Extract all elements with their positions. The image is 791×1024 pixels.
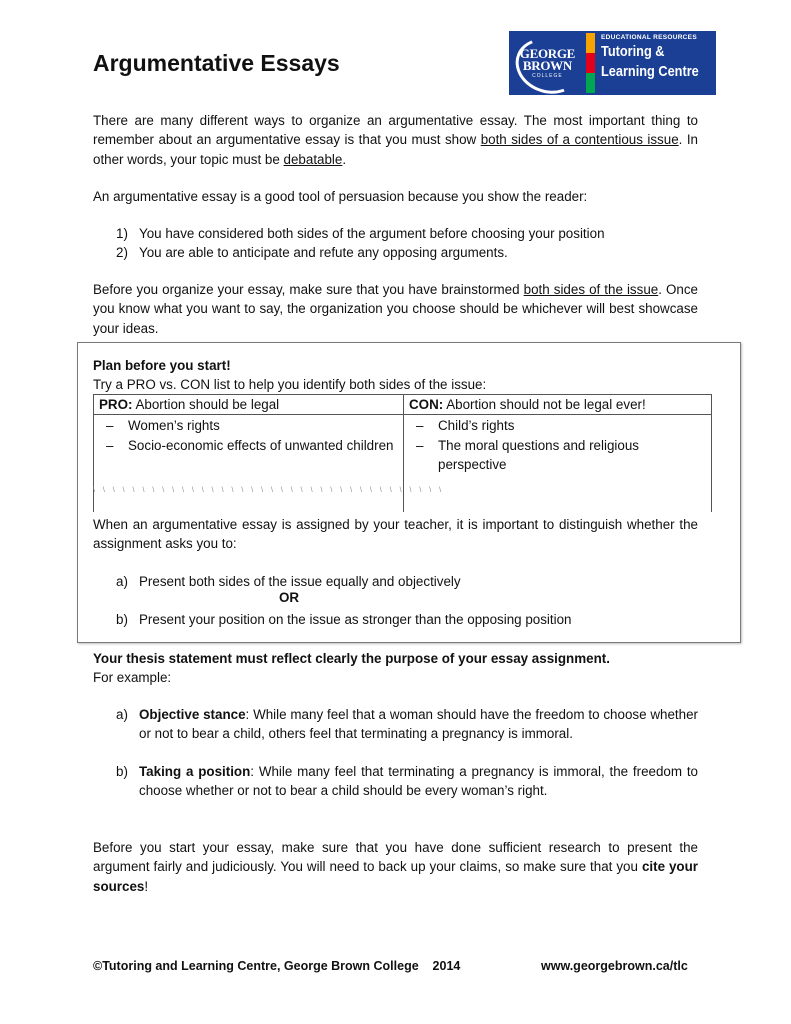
persuasion-paragraph: An argumentative essay is a good tool of persuasion because you show the reader: (93, 189, 588, 204)
logo-name-1: Tutoring & (600, 43, 665, 60)
footer-url: www.georgebrown.ca/tlc (541, 959, 688, 973)
footer-copyright: ©Tutoring and Learning Centre, George Brown College 2014 (93, 959, 461, 973)
list-item: – The moral questions and religious perspective (416, 437, 639, 473)
logo-color-bar (586, 33, 595, 93)
plan-subtext: Try a PRO vs. CON list to help you identify both sides of the issue: (93, 377, 487, 392)
list-item: b) Present your position on the issue as stronger than the opposing position (116, 612, 572, 627)
reader-list (93, 224, 713, 263)
intro-paragraph: There are many different ways to organize an argumentative essay. The most important thing to remember about an argumentative essay is that you must show both sides of a contentious issue. In other words, your topic must be debatable. (93, 113, 698, 167)
closing-paragraph: Before you start your essay, make sure that you have done sufficient research to present the argument fairly and judiciously. You will need to back up your claims, so make sure that you cite your sources! (93, 840, 699, 894)
list-item: a) Objective stance: While many feel that a woman should have the freedom to choose whether or not to bear a child, others feel that terminating a pregnancy is immoral. (116, 707, 698, 742)
logo-tagline: EDUCATIONAL RESOURCES (600, 34, 697, 41)
cite-sources: cite your sources (93, 859, 699, 894)
page-title: Argumentative Essays (93, 50, 340, 76)
list-item: b) Taking a position: While many feel that terminating a pregnancy is immoral, the freedom to choose whether or not to bear a child should be every woman’s right. (116, 764, 698, 799)
list-item: a) Present both sides of the issue equally and objectively (116, 574, 461, 589)
list-item: 2) You are able to anticipate and refute any opposing arguments. (116, 245, 508, 261)
logo-george: GEORGE (519, 45, 576, 61)
list-item: – Women’s rights (106, 418, 220, 434)
torn-edge: \ \ \ \ \ \ \ \ \ \ \ \ \ \ \ \ \ \ \ \ \ \ \ \ \ \ \ \ \ \ \ \ \ \ \ \ (93, 487, 445, 494)
list-item: 1) You have considered both sides of the argument before choosing your position (116, 226, 605, 241)
or-label: OR (279, 590, 300, 605)
assigned-paragraph: When an argumentative essay is assigned by your teacher, it is important to distinguish whether the assignment asks you to: (93, 517, 698, 552)
con-header: CON: Abortion should not be legal ever! (404, 395, 712, 415)
plan-heading: Plan before you start! (93, 358, 231, 373)
thesis-statement: Your thesis statement must reflect clearly the purpose of your essay assignment. (93, 651, 610, 666)
assignment-options-b (93, 610, 713, 629)
thesis-example-b (93, 762, 698, 801)
assignment-options (93, 572, 713, 591)
underline-debatable: debatable (283, 151, 343, 167)
for-example: For example: (93, 670, 172, 685)
pro-header: PRO: Abortion should be legal (94, 395, 404, 415)
tlc-logo (509, 31, 716, 95)
list-item: – Socio-economic effects of unwanted children (106, 437, 394, 453)
list-item: – Child’s rights (416, 418, 515, 434)
logo-brown: BROWN (522, 57, 572, 73)
logo-college: COLLEGE (532, 72, 563, 79)
con-cell (404, 415, 712, 513)
brainstorm-paragraph: Before you organize your essay, make sure that you have brainstormed both sides of the issue. Once you know what you want to say, the organization you choose should be whichever will best showcase your ideas. (93, 282, 698, 336)
thesis-example-a (93, 705, 698, 744)
underline-both-sides: both sides of the issue (523, 282, 659, 297)
george-brown-logo (509, 31, 586, 95)
logo-name-2: Learning Centre (600, 63, 699, 80)
pro-cell (93, 415, 445, 513)
underline-contentious: both sides of a contentious issue (480, 132, 679, 148)
logo-text (595, 31, 716, 95)
